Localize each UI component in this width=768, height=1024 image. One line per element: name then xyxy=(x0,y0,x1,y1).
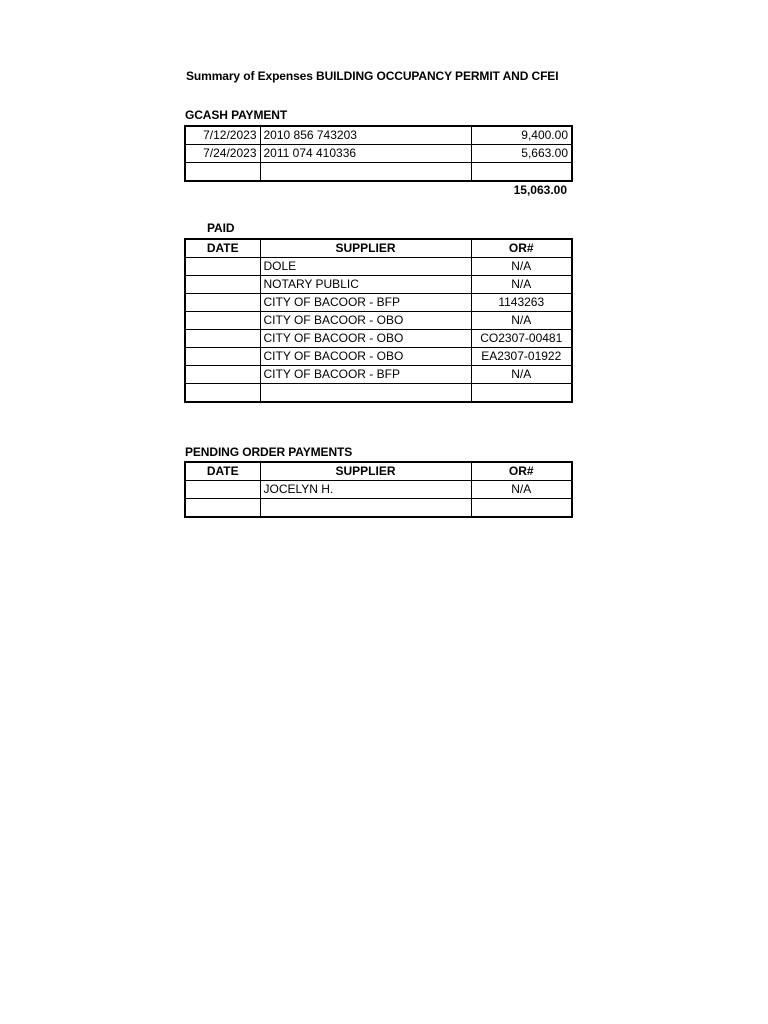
page-title: Summary of Expenses BUILDING OCCUPANCY PERMIT AND CFEI xyxy=(186,69,559,83)
table-row xyxy=(185,366,572,384)
paid-supplier-cell: CITY OF BACOOR - OBO xyxy=(260,330,471,348)
gcash-section-label: GCASH PAYMENT xyxy=(185,108,288,122)
paid-section-label: PAID xyxy=(207,221,235,235)
paid-supplier-cell: DOLE xyxy=(260,258,471,276)
paid-or-cell: N/A xyxy=(471,276,572,294)
pending-or-cell xyxy=(471,499,572,518)
table-row xyxy=(185,126,572,145)
table-row xyxy=(185,145,572,163)
gcash-amount-cell xyxy=(471,163,572,182)
paid-date-cell xyxy=(185,258,260,276)
paid-table xyxy=(184,238,573,403)
table-row xyxy=(185,163,572,182)
or-column-header: OR# xyxy=(471,462,572,481)
paid-supplier-cell: NOTARY PUBLIC xyxy=(260,276,471,294)
paid-date-cell xyxy=(185,384,260,403)
paid-date-cell xyxy=(185,366,260,384)
table-row xyxy=(185,258,572,276)
table-header-row xyxy=(185,239,572,258)
gcash-amount-cell: 9,400.00 xyxy=(471,126,572,145)
gcash-table xyxy=(184,125,573,182)
date-column-header: DATE xyxy=(185,239,260,258)
paid-or-cell xyxy=(471,384,572,403)
gcash-total: 15,063.00 xyxy=(513,183,567,197)
paid-or-cell: N/A xyxy=(471,312,572,330)
pending-or-cell: N/A xyxy=(471,481,572,499)
table-row xyxy=(185,294,572,312)
pending-supplier-cell: JOCELYN H. xyxy=(260,481,471,499)
pending-supplier-cell xyxy=(260,499,471,518)
table-row xyxy=(185,276,572,294)
table-header-row xyxy=(185,462,572,481)
gcash-date-cell: 7/24/2023 xyxy=(185,145,260,163)
table-row xyxy=(185,330,572,348)
paid-or-cell: EA2307-01922 xyxy=(471,348,572,366)
table-row xyxy=(185,312,572,330)
paid-date-cell xyxy=(185,276,260,294)
pending-date-cell xyxy=(185,499,260,518)
paid-supplier-cell: CITY OF BACOOR - OBO xyxy=(260,312,471,330)
or-column-header: OR# xyxy=(471,239,572,258)
paid-supplier-cell xyxy=(260,384,471,403)
pending-date-cell xyxy=(185,481,260,499)
paid-supplier-cell: CITY OF BACOOR - BFP xyxy=(260,366,471,384)
gcash-date-cell xyxy=(185,163,260,182)
paid-date-cell xyxy=(185,312,260,330)
gcash-ref-cell: 2010 856 743203 xyxy=(260,126,471,145)
table-row xyxy=(185,384,572,403)
table-row xyxy=(185,499,572,518)
pending-section-label: PENDING ORDER PAYMENTS xyxy=(185,445,353,459)
gcash-amount-cell: 5,663.00 xyxy=(471,145,572,163)
paid-date-cell xyxy=(185,330,260,348)
paid-date-cell xyxy=(185,294,260,312)
supplier-column-header: SUPPLIER xyxy=(260,462,471,481)
table-row xyxy=(185,348,572,366)
paid-or-cell: CO2307-00481 xyxy=(471,330,572,348)
date-column-header: DATE xyxy=(185,462,260,481)
paid-or-cell: N/A xyxy=(471,366,572,384)
gcash-date-cell: 7/12/2023 xyxy=(185,126,260,145)
table-row xyxy=(185,481,572,499)
paid-supplier-cell: CITY OF BACOOR - BFP xyxy=(260,294,471,312)
gcash-ref-cell xyxy=(260,163,471,182)
paid-supplier-cell: CITY OF BACOOR - OBO xyxy=(260,348,471,366)
pending-table xyxy=(184,461,573,518)
supplier-column-header: SUPPLIER xyxy=(260,239,471,258)
paid-or-cell: 1143263 xyxy=(471,294,572,312)
paid-or-cell: N/A xyxy=(471,258,572,276)
gcash-ref-cell: 2011 074 410336 xyxy=(260,145,471,163)
paid-date-cell xyxy=(185,348,260,366)
